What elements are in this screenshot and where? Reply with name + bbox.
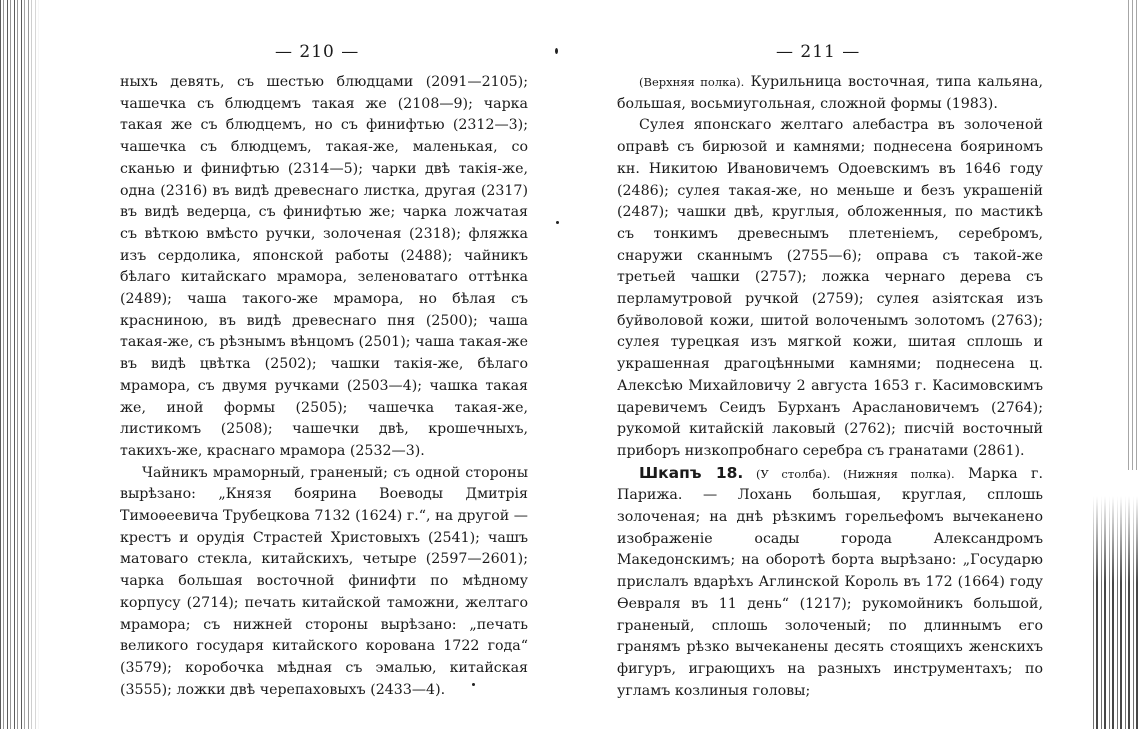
paragraph: [617, 72, 1043, 115]
page-body: [120, 72, 528, 701]
paragraph: Чайникъ мраморный, граненый; съ одной стороны вырѣзано: „Князя боярина Воеводы Дмитрія Тимоѳеевича Трубецкова 7132 (1624) г.“, на другой — крестъ и орудія Страстей Христовыхъ (2541); чашъ матоваго стекла, китайскихъ, четыре (2597—2601); чарка большая восточной финифти по мѣдному корпусу (2714); печать китайской таможни, желтаго мрамора; съ нижней стороны вырѣзано: „печать великого государя китайского корована 1722 года“ (3579); коробочка мѣдная съ эмалью, китайская (3555); ложки двѣ черепаховыхъ (2433—4).: [120, 464, 528, 698]
paragraph: Сулея японскаго желтаго алебастра въ золоченой оправѣ съ бирюзой и камнями; поднесена бояриномъ кн. Никитою Ивановичемъ Одоевскимъ въ 1646 году (2486); сулея такая-же, но меньше и безъ украшеній (2487); чашки двѣ, круглыя, обложенныя, по мастикѣ съ тонкимъ древеснымъ плетеніемъ, серебромъ, снаружи сканнымъ (2755—6); оправа съ такой-же третьей чашки (2757); ложка чернаго дерева съ перламутровой ручкой (2759); сулея азіятская изъ буйволовой кожи, шитой волоченымъ золотомъ (2763); сулея турецкая изъ мягкой кожи, шитая сплошь и украшенная драгоцѣнными камнями; поднесена ц. Алексѣю Михайловичу 2 августа 1653 г. Касимовскимъ царевичемъ Сеидъ Бурханъ Арасланoвичемъ (2764); рукомой китайскій лаковый (2762); писчій восточный приборъ низкопробнаго серебра съ гранатами (2861).: [617, 117, 1043, 459]
right-page: [570, 0, 1140, 729]
page-body: [617, 72, 1043, 702]
cabinet-heading: Шкапъ 18.: [639, 463, 744, 482]
paragraph: ныхъ девять, съ шестью блюдцами (2091—2105); чашечка съ блюдцемъ такая же (2108—9); чарка такая же съ блюдцемъ, но съ финифтью (2312—3); чашечка съ блюдцемъ, такая-же, маленькая, со сканью и финифтью (2314—5); чарки двѣ такія-же, одна (2316) въ видѣ древеснаго листка, другая (2317) въ видѣ ведерца, съ финифтью же; чарка ложчатая съ вѣткою вмѣсто ручки, золоченая (2318); фляжка изъ сердолика, японской работы (2488); чайникъ бѣлаго китайскаго мрамора, зеленоватаго оттѣнка (2489); чаша такого-же мрамора, но бѣлая съ красниною, въ видѣ древеснаго пня (2500); чаша такая-же, съ рѣзнымъ вѣнцомъ (2501); чаша такая-же въ видѣ цвѣтка (2502); чашки такія-же, бѣлаго мрамора, съ двумя ручками (2503—4); чашка такая же, иной формы (2505); чашечка такая-же, листикомъ (2508); чашечки двѣ, крошечныхъ, такихъ-же, краснаго мрамора (2532—3).: [120, 74, 528, 459]
cabinet-location: (У столба). (Нижняя полка).: [743, 466, 955, 481]
paragraph-text: Курильница восточная, типа кальяна, большая, восьмиугольная, сложной формы (1983).: [617, 74, 1044, 112]
page-number: — 210 —: [275, 42, 360, 62]
page-number: — 211 —: [776, 42, 861, 62]
paragraph-text: Марка г. Парижа. — Лохань большая, круглая, сплошь золоченая; на днѣ рѣзкимъ горельефомъ вычеканено изображеніе осады города Александромъ Македонскимъ; на оборотѣ борта вырѣзано: „Государю прислалъ вдарѣхъ Аглинской Король въ 172 (1664) году Ѳевраля въ 11 день“ (1217); рукомойникъ большой, граненый, сплошь золоченый; по длиннымъ его гранямъ рѣзко вычеканены десять стоящихъ женскихъ фигуръ, играющихъ на разныхъ инструментахъ; по угламъ козлиныя головы;: [617, 465, 1044, 699]
paragraph: [617, 463, 1043, 703]
shelf-label: (Верхняя полка).: [639, 75, 745, 89]
